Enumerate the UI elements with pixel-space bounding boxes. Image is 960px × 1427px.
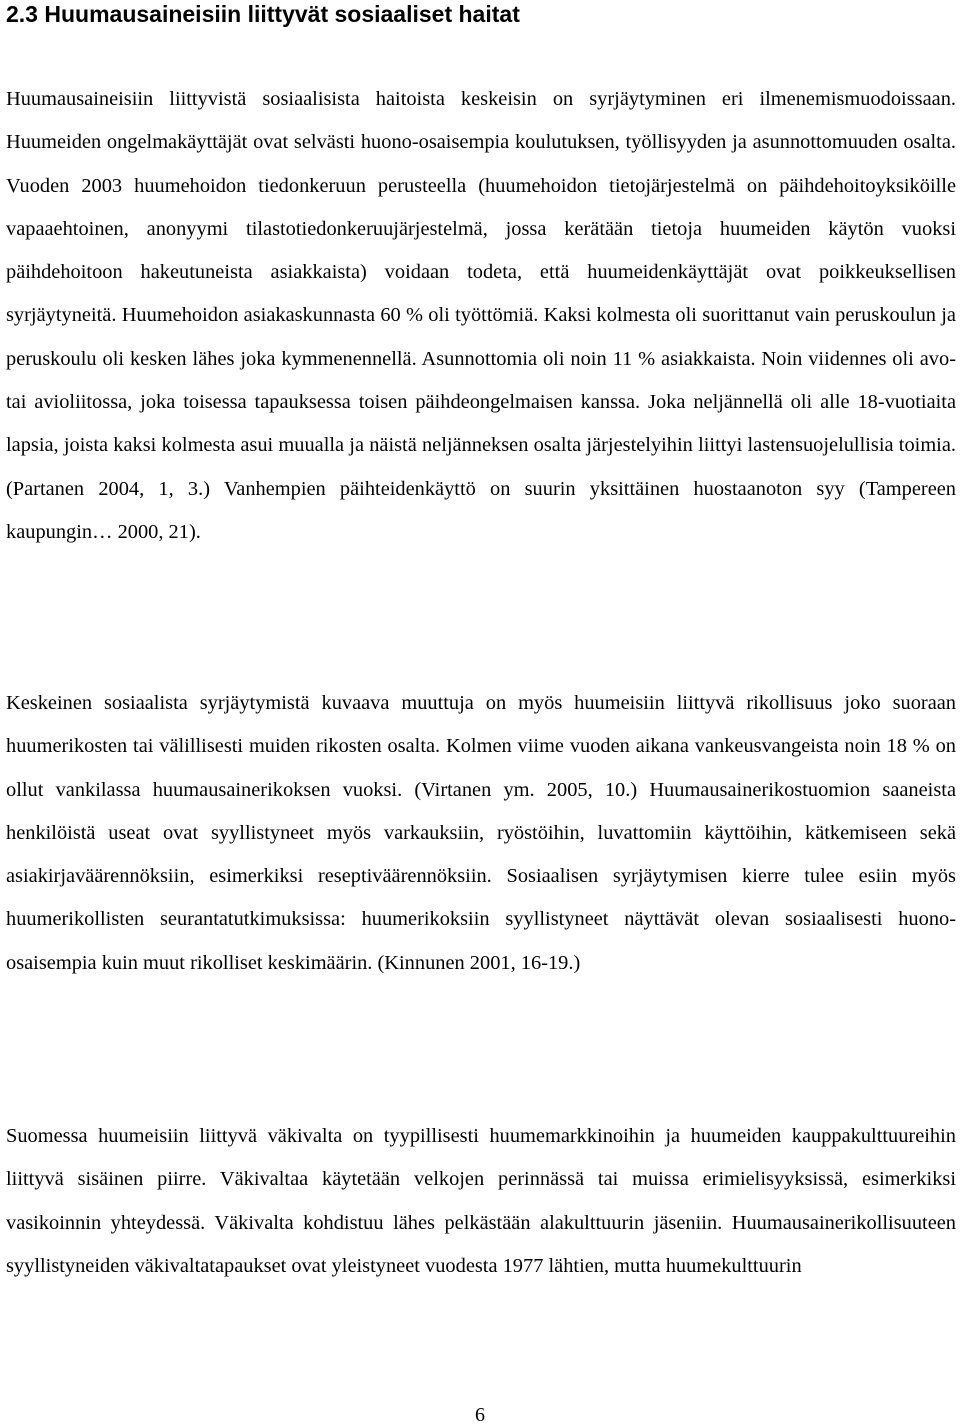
paragraph-drug-crime: Keskeinen sosiaalista syrjäytymistä kuvaava muuttuja on myös huumeisiin liittyvä rikollisuus joko suoraan huumerikosten tai välillisesti muiden rikosten osalta. Kolmen viime vuoden aikana vankeusvangeista noin 18 % on ollut vankilassa huumausainerikoksen vuoksi. (Virtanen ym. 2005, 10.) Huumausainerikostuomion saaneista henkilöistä useat ovat syyllistyneet myös varkauksiin, ryöstöihin, luvattomiin käyttöihin, kätkemiseen sekä asiakirjaväärennöksiin, esimerkiksi reseptiväärennöksiin. Sosiaalisen syrjäytymisen kierre tulee esiin myös huumerikollisten seurantatutkimuksissa: huumerikoksiin syyllistyneet näyttävät olevan sosiaalisesti huono-osaisempia kuin muut rikolliset keskimäärin. (Kinnunen 2001, 16-19.) [6, 692, 956, 974]
paragraph-drug-violence: Suomessa huumeisiin liittyvä väkivalta on tyypillisesti huumemarkkinoihin ja huumeiden kauppakulttuureihin liittyvä sisäinen piirre. Väkivaltaa käytetään velkojen perinnässä tai muissa erimielisyyksissä, esimerkiksi vasikoinnin yhteydessä. Väkivalta kohdistuu lähes pelkästään alakulttuurin jäseniin. Huumausainerikollisuuteen syyllistyneiden väkivaltatapaukset ovat yleistyneet vuodesta 1977 lähtien, mutta huumekulttuurin [6, 1125, 956, 1277]
paragraph-social-exclusion: Huumausaineisiin liittyvistä sosiaalisista haitoista keskeisin on syrjäytyminen eri ilmenemismuodoissaan. Huumeiden ongelmakäyttäjät ovat selvästi huono-osaisempia koulutuksen, työllisyyden ja asunnottomuuden osalta. Vuoden 2003 huumehoidon tiedonkeruun perusteella (huumehoidon tietojärjestelmä on päihdehoitoyksiköille vapaaehtoinen, anonyymi tilastotiedonkeruujärjestelmä, jossa kerätään tietoja huumeiden käytön vuoksi päihdehoitoon hakeutuneista asiakkaista) voidaan todeta, että huumeidenkäyttäjät ovat poikkeuksellisen syrjäytyneitä. Huumehoidon asiakaskunnasta 60 % oli työttömiä. Kaksi kolmesta oli suorittanut vain peruskoulun ja peruskoulu oli kesken lähes joka kymmenennellä. Asunnottomia oli noin 11 % asiakkaista. Noin viidennes oli avo- tai avioliitossa, joka toisessa tapauksessa toisen päihdeongelmaisen kanssa. Joka neljännellä oli alle 18-vuotiaita lapsia, joista kaksi kolmesta asui muualla ja näistä neljänneksen osalta järjestelyihin liittyi lastensuojelullisia toimia. (Partanen 2004, 1, 3.) Vanhempien päihteidenkäyttö on suurin yksittäinen huostaanoton syy (Tampereen kaupungin… 2000, 21). [6, 88, 956, 543]
section-heading: 2.3 Huumausaineisiin liittyvät sosiaaliset haitat [6, 1, 520, 27]
page-number: 6 [475, 1404, 485, 1426]
